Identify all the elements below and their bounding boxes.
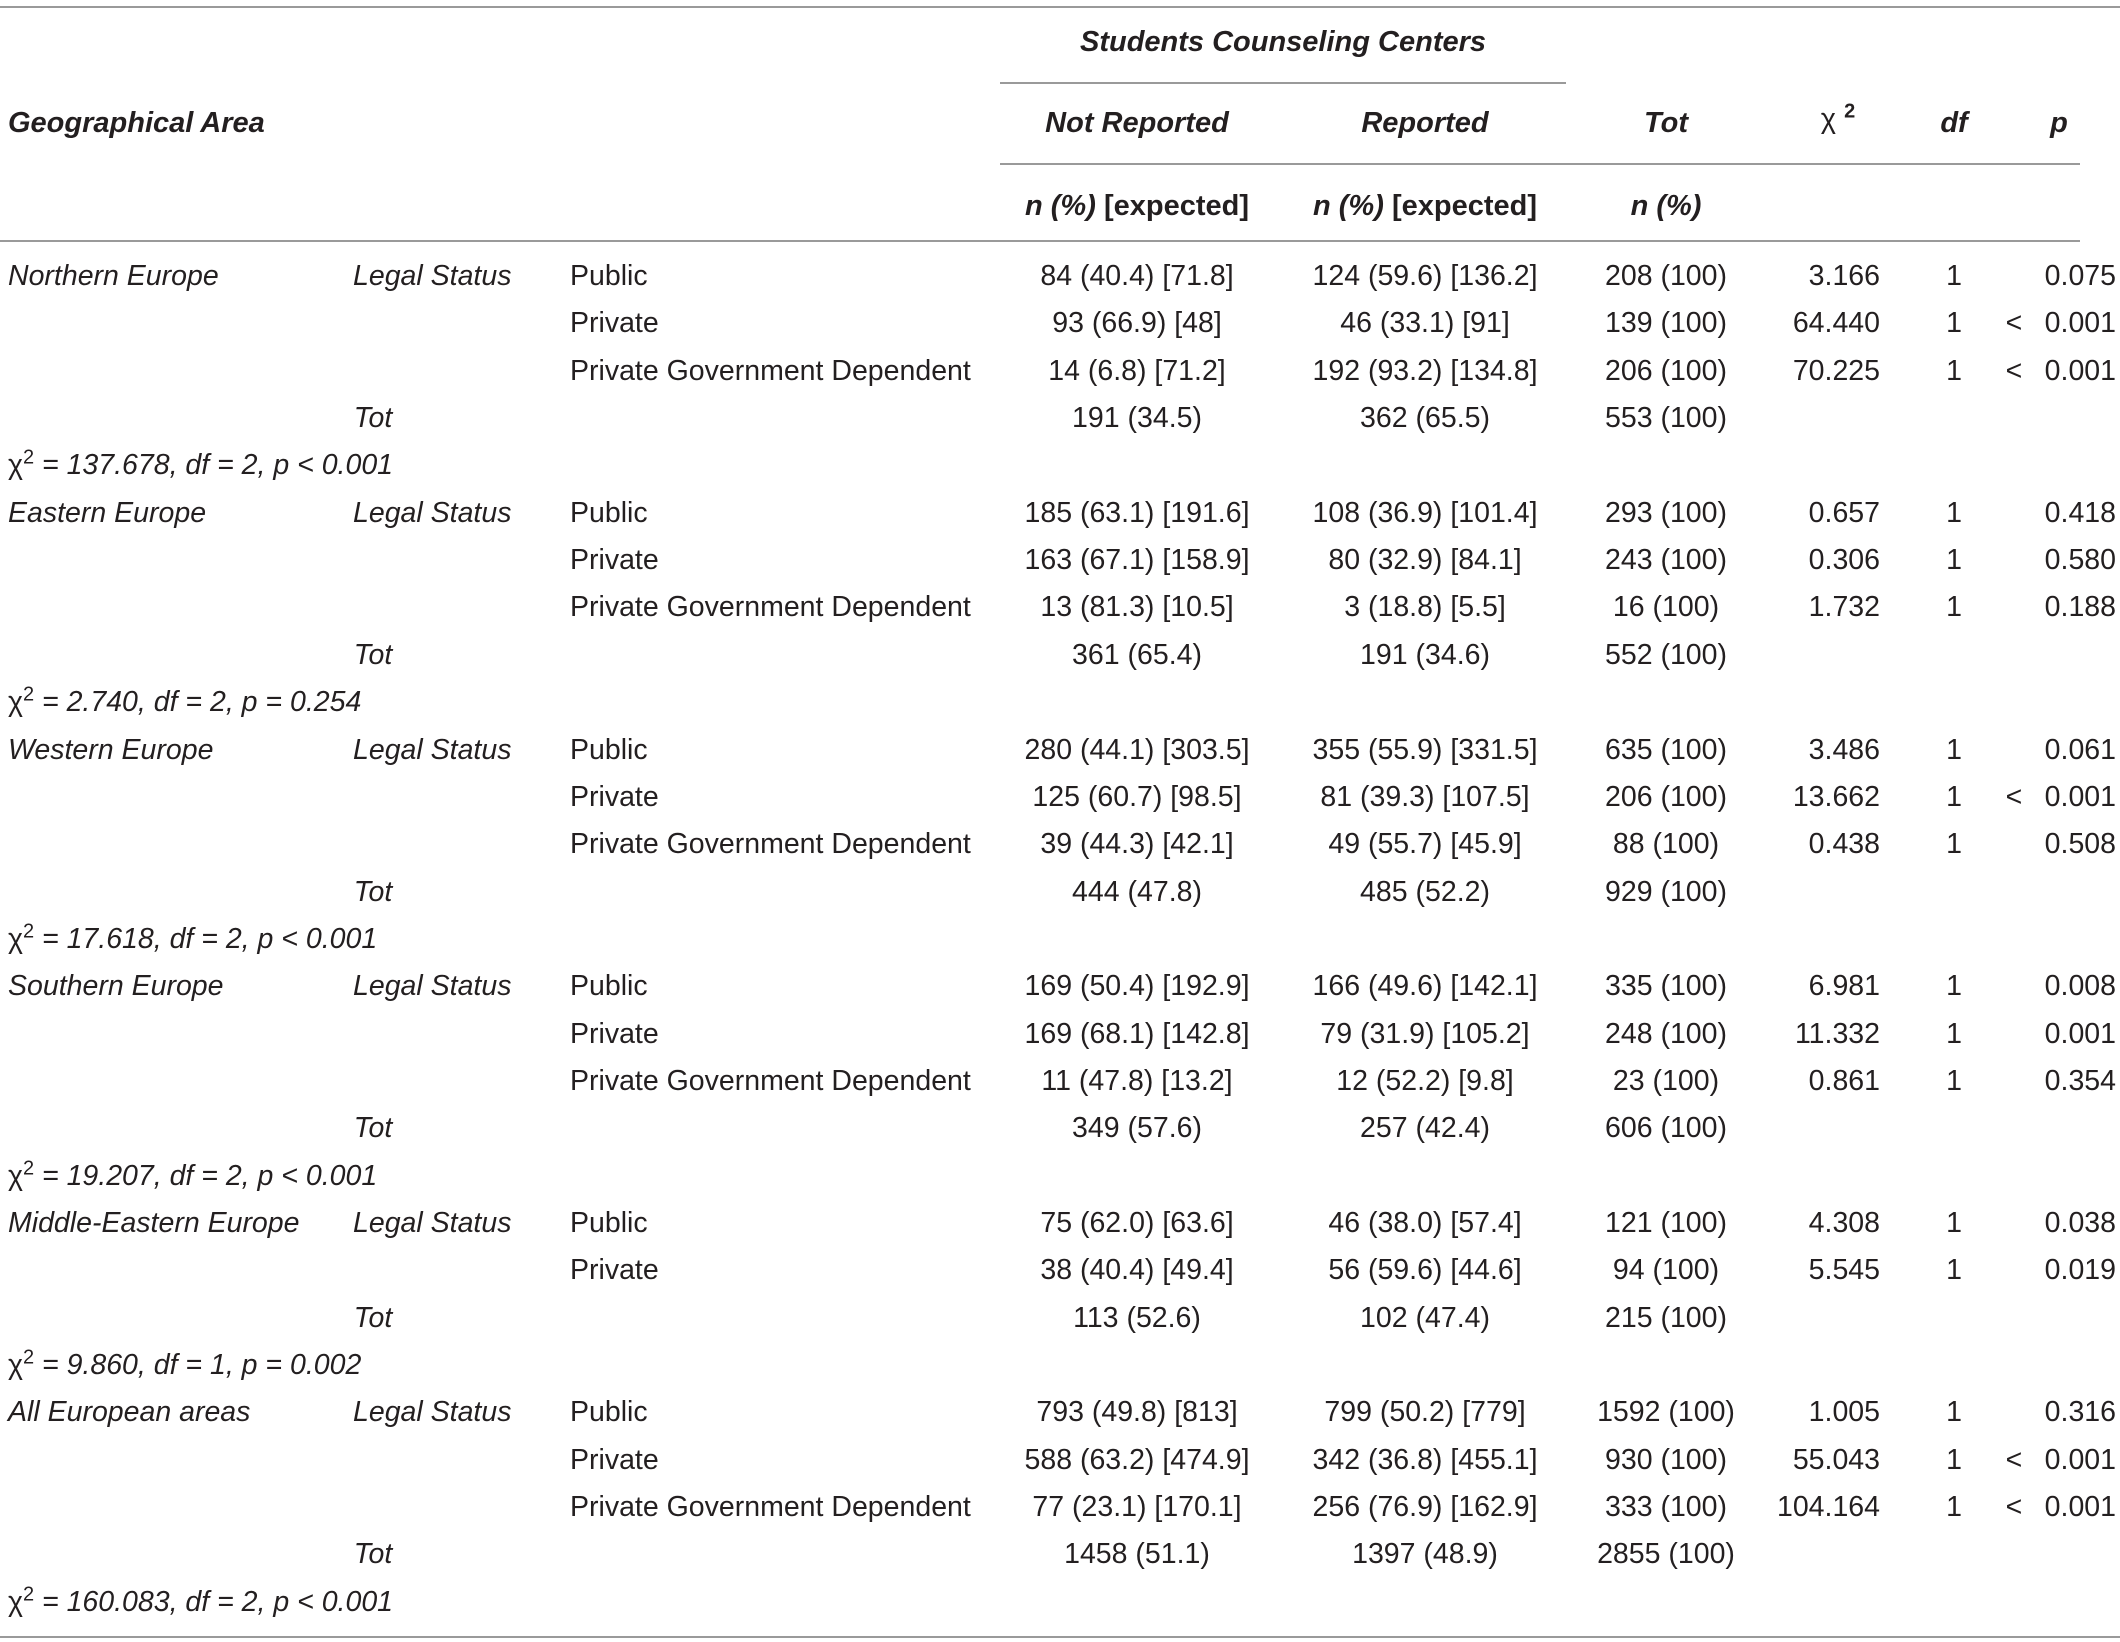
reported-cell: 192 (93.2) [134.8] — [1312, 354, 1538, 387]
tot-all-cell: 2855 (100) — [1597, 1538, 1735, 1571]
tot-cell: 121 (100) — [1604, 1207, 1728, 1239]
chi-cell: 55.043 — [1792, 1443, 1880, 1476]
status-cell: Private Government Dependent — [570, 1064, 971, 1097]
tot-cell: 635 (100) — [1604, 733, 1728, 766]
tot-reported-cell: 485 (52.2) — [1360, 875, 1490, 908]
reported-cell: 256 (76.9) [162.9] — [1312, 1491, 1538, 1524]
chi-cell: 64.440 — [1792, 307, 1880, 340]
tot-reported-cell: 257 (42.4) — [1360, 1112, 1490, 1145]
not-reported-cell: 38 (40.4) [49.4] — [1040, 1254, 1234, 1287]
legal-status-label: Legal Status — [353, 970, 512, 1003]
df-cell: 1 — [1946, 1207, 1962, 1239]
p-cell: 0.001 — [2044, 780, 2116, 813]
tot-cell: 248 (100) — [1604, 1017, 1728, 1050]
df-cell: 1 — [1946, 307, 1962, 340]
chi-cell: 5.545 — [1808, 1254, 1880, 1287]
chi-cell: 0.438 — [1808, 828, 1880, 861]
not-reported-cell: 169 (68.1) [142.8] — [1024, 1017, 1250, 1050]
tot-cell: 208 (100) — [1604, 260, 1728, 292]
df-cell: 1 — [1946, 1254, 1962, 1287]
chi-symbol: χ — [1820, 103, 1837, 135]
chi-cell: 4.308 — [1808, 1207, 1880, 1239]
status-cell: Private Government Dependent — [570, 354, 971, 387]
not-reported-cell: 14 (6.8) [71.2] — [1048, 354, 1226, 387]
summary-chi-symbol: χ — [8, 1159, 23, 1192]
tot-reported-cell: 362 (65.5) — [1360, 402, 1490, 435]
reported-cell: 79 (31.9) [105.2] — [1320, 1017, 1530, 1050]
header-bottom-rule — [0, 240, 2080, 242]
reported-cell: 166 (49.6) [142.1] — [1312, 970, 1538, 1003]
not-reported-cell: 163 (67.1) [158.9] — [1024, 544, 1250, 577]
legal-status-label: Legal Status — [353, 496, 512, 529]
chi-cell: 1.732 — [1808, 591, 1880, 624]
df-cell: 1 — [1946, 970, 1962, 1003]
status-cell: Private — [570, 780, 659, 813]
chi-cell: 6.981 — [1808, 970, 1880, 1003]
summary-chi-symbol: χ — [8, 922, 23, 955]
less-than-symbol: < — [2005, 1443, 2023, 1476]
tot-not-reported-cell: 113 (52.6) — [1073, 1301, 1201, 1334]
reported-cell: 56 (59.6) [44.6] — [1328, 1254, 1522, 1287]
chi-superscript: 2 — [1844, 100, 1856, 123]
tot-row-label: Tot — [353, 1301, 393, 1334]
tot-cell: 206 (100) — [1604, 354, 1728, 387]
tot-cell: 243 (100) — [1604, 544, 1728, 577]
p-cell: 0.001 — [2044, 1017, 2116, 1050]
p-cell: 0.075 — [2044, 260, 2116, 292]
p-cell: 0.354 — [2044, 1064, 2116, 1097]
status-cell: Public — [570, 260, 648, 292]
reported-cell: 3 (18.8) [5.5] — [1344, 591, 1506, 624]
tot-not-reported-cell: 191 (34.5) — [1072, 402, 1202, 435]
status-cell: Private Government Dependent — [570, 1491, 971, 1524]
group-title: Students Counseling Centers — [1079, 26, 1487, 58]
status-cell: Private — [570, 544, 659, 577]
legal-status-label: Legal Status — [353, 1396, 512, 1429]
summary-chi-superscript: 2 — [22, 446, 35, 469]
p-cell: 0.316 — [2044, 1396, 2116, 1429]
summary-chi-symbol: χ — [8, 449, 23, 482]
sub-not-reported — [1025, 190, 1249, 223]
not-reported-cell: 77 (23.1) [170.1] — [1032, 1491, 1242, 1524]
chi-cell: 3.166 — [1808, 260, 1880, 292]
df-cell: 1 — [1946, 1064, 1962, 1097]
tot-all-cell: 552 (100) — [1604, 638, 1728, 671]
df-cell: 1 — [1946, 1443, 1962, 1476]
tot-row-label: Tot — [353, 638, 393, 671]
sub-not-reported-expected: [expected] — [1095, 190, 1249, 222]
reported-cell: 12 (52.2) [9.8] — [1336, 1064, 1514, 1097]
tot-reported-cell: 191 (34.6) — [1360, 638, 1490, 671]
geo-area-header: Geographical Area — [8, 107, 265, 139]
legal-status-label: Legal Status — [353, 1207, 512, 1239]
chi-cell: 11.332 — [1794, 1017, 1880, 1050]
df-cell: 1 — [1946, 828, 1962, 861]
not-reported-cell: 588 (63.2) [474.9] — [1024, 1443, 1250, 1476]
status-cell: Public — [570, 733, 648, 766]
status-cell: Public — [570, 1207, 648, 1239]
reported-cell: 108 (36.9) [101.4] — [1312, 496, 1538, 529]
chi-cell: 104.164 — [1776, 1491, 1880, 1524]
summary-chi-symbol: χ — [8, 1349, 23, 1382]
chi-square-summary — [8, 683, 362, 719]
sub-reported-n: n (%) — [1313, 190, 1384, 222]
summary-stats: = 9.860, df = 1, p = 0.002 — [34, 1349, 362, 1382]
status-cell: Public — [570, 1396, 648, 1429]
chi-square-summary — [8, 446, 394, 482]
p-cell: 0.061 — [2044, 733, 2116, 766]
summary-chi-superscript: 2 — [22, 920, 35, 943]
tot-reported-cell: 102 (47.4) — [1360, 1301, 1490, 1334]
area-label: Middle-Eastern Europe — [8, 1207, 300, 1239]
summary-stats: = 17.618, df = 2, p < 0.001 — [34, 922, 378, 955]
summary-chi-superscript: 2 — [22, 1583, 35, 1606]
tot-cell: 333 (100) — [1604, 1491, 1728, 1524]
reported-cell: 81 (39.3) [107.5] — [1320, 780, 1530, 813]
status-cell: Private — [570, 1254, 659, 1287]
less-than-symbol: < — [2005, 354, 2023, 387]
reported-cell: 124 (59.6) [136.2] — [1312, 260, 1538, 292]
column-header-rule — [1000, 163, 2080, 165]
chi-cell: 13.662 — [1792, 780, 1880, 813]
summary-stats: = 160.083, df = 2, p < 0.001 — [34, 1585, 394, 1618]
legal-status-label: Legal Status — [353, 260, 512, 292]
tot-row-label: Tot — [353, 402, 393, 435]
p-cell: 0.019 — [2044, 1254, 2116, 1287]
area-label: Western Europe — [8, 733, 214, 766]
less-than-symbol: < — [2005, 307, 2023, 340]
area-label: Eastern Europe — [8, 496, 207, 529]
df-cell: 1 — [1946, 591, 1962, 624]
summary-chi-superscript: 2 — [22, 1157, 35, 1180]
reported-header: Reported — [1361, 107, 1489, 139]
reported-cell: 799 (50.2) [779] — [1324, 1396, 1526, 1429]
df-cell: 1 — [1946, 1491, 1962, 1524]
tot-cell: 139 (100) — [1604, 307, 1728, 340]
summary-chi-symbol: χ — [8, 686, 23, 719]
group-underline — [1000, 82, 1566, 84]
reported-cell: 355 (55.9) [331.5] — [1312, 733, 1538, 766]
chi-cell: 70.225 — [1792, 354, 1880, 387]
status-cell: Public — [570, 496, 648, 529]
chi-square-summary — [8, 1157, 378, 1192]
reported-cell: 342 (36.8) [455.1] — [1312, 1443, 1538, 1476]
df-cell: 1 — [1946, 544, 1962, 577]
sub-reported — [1313, 190, 1537, 223]
less-than-symbol: < — [2005, 1491, 2023, 1524]
p-cell: 0.008 — [2044, 970, 2116, 1003]
not-reported-cell: 185 (63.1) [191.6] — [1024, 496, 1250, 529]
df-cell: 1 — [1946, 1017, 1962, 1050]
tot-header: Tot — [1643, 107, 1689, 139]
tot-cell: 930 (100) — [1604, 1443, 1728, 1476]
status-cell: Private Government Dependent — [570, 828, 971, 861]
not-reported-cell: 169 (50.4) [192.9] — [1024, 970, 1250, 1003]
tot-row-label: Tot — [353, 1112, 393, 1145]
tot-cell: 88 (100) — [1612, 828, 1720, 861]
not-reported-cell: 75 (62.0) [63.6] — [1040, 1207, 1234, 1239]
p-cell: 0.001 — [2044, 1491, 2116, 1524]
tot-cell: 23 (100) — [1612, 1064, 1720, 1097]
chi-square-summary — [8, 1583, 394, 1618]
not-reported-cell: 793 (49.8) [813] — [1036, 1396, 1238, 1429]
sub-reported-expected: [expected] — [1383, 190, 1537, 222]
p-cell: 0.001 — [2044, 1443, 2116, 1476]
chi-cell: 0.657 — [1808, 496, 1880, 529]
p-cell: 0.001 — [2044, 307, 2116, 340]
p-cell: 0.508 — [2044, 828, 2116, 861]
status-cell: Private — [570, 1017, 659, 1050]
area-label: All European areas — [8, 1396, 251, 1429]
reported-cell: 80 (32.9) [84.1] — [1328, 544, 1522, 577]
legal-status-label: Legal Status — [353, 733, 512, 766]
p-cell: 0.001 — [2044, 354, 2116, 387]
area-label: Southern Europe — [8, 970, 224, 1003]
summary-chi-superscript: 2 — [22, 1346, 35, 1369]
p-cell: 0.418 — [2044, 496, 2116, 529]
tot-cell: 206 (100) — [1604, 780, 1728, 813]
tot-not-reported-cell: 361 (65.4) — [1072, 638, 1202, 671]
not-reported-cell: 13 (81.3) [10.5] — [1040, 591, 1234, 624]
tot-cell: 94 (100) — [1612, 1254, 1720, 1287]
tot-cell: 1592 (100) — [1597, 1396, 1735, 1429]
less-than-symbol: < — [2005, 780, 2023, 813]
tot-all-cell: 215 (100) — [1604, 1301, 1728, 1334]
reported-cell: 49 (55.7) [45.9] — [1328, 828, 1522, 861]
bottom-rule — [0, 1636, 2120, 1638]
tot-cell: 16 (100) — [1612, 591, 1720, 624]
df-cell: 1 — [1946, 733, 1962, 766]
tot-not-reported-cell: 444 (47.8) — [1072, 875, 1202, 908]
tot-not-reported-cell: 1458 (51.1) — [1064, 1538, 1210, 1571]
tot-not-reported-cell: 349 (57.6) — [1072, 1112, 1202, 1145]
tot-all-cell: 553 (100) — [1604, 402, 1728, 435]
df-cell: 1 — [1946, 496, 1962, 529]
summary-stats: = 137.678, df = 2, p < 0.001 — [34, 449, 394, 482]
chi-header — [1820, 100, 1856, 136]
tot-cell: 335 (100) — [1604, 970, 1728, 1003]
tot-all-cell: 929 (100) — [1604, 875, 1728, 908]
tot-row-label: Tot — [353, 1538, 393, 1571]
tot-all-cell: 606 (100) — [1604, 1112, 1728, 1145]
area-label: Northern Europe — [8, 260, 219, 292]
not-reported-cell: 93 (66.9) [48] — [1052, 307, 1222, 340]
reported-cell: 46 (33.1) [91] — [1340, 307, 1510, 340]
reported-cell: 46 (38.0) [57.4] — [1328, 1207, 1522, 1239]
not-reported-cell: 280 (44.1) [303.5] — [1024, 733, 1250, 766]
status-cell: Private Government Dependent — [570, 591, 971, 624]
not-reported-cell: 125 (60.7) [98.5] — [1032, 780, 1242, 813]
tot-row-label: Tot — [353, 875, 393, 908]
summary-chi-superscript: 2 — [22, 683, 35, 706]
chi-cell: 1.005 — [1808, 1396, 1880, 1429]
chi-square-summary — [8, 920, 378, 955]
p-cell: 0.188 — [2044, 591, 2116, 624]
chi-cell: 0.306 — [1808, 544, 1880, 577]
chi-cell: 0.861 — [1808, 1064, 1880, 1097]
df-cell: 1 — [1946, 260, 1962, 292]
p-cell: 0.038 — [2044, 1207, 2116, 1239]
df-cell: 1 — [1946, 1396, 1962, 1429]
df-cell: 1 — [1946, 780, 1962, 813]
sub-tot: n (%) — [1630, 190, 1702, 222]
p-cell: 0.580 — [2044, 544, 2116, 577]
tot-reported-cell: 1397 (48.9) — [1352, 1538, 1498, 1571]
status-cell: Private — [570, 307, 659, 340]
summary-stats: = 19.207, df = 2, p < 0.001 — [34, 1159, 378, 1192]
chi-cell: 3.486 — [1808, 733, 1880, 766]
p-header: p — [2050, 107, 2068, 139]
sub-not-reported-n: n (%) — [1025, 190, 1096, 222]
status-cell: Private — [570, 1443, 659, 1476]
not-reported-cell: 84 (40.4) [71.8] — [1040, 260, 1234, 292]
tot-cell: 293 (100) — [1604, 496, 1728, 529]
status-cell: Public — [570, 970, 648, 1003]
df-cell: 1 — [1946, 354, 1962, 387]
top-rule — [0, 6, 2120, 8]
summary-chi-symbol: χ — [8, 1585, 23, 1618]
not-reported-cell: 39 (44.3) [42.1] — [1040, 828, 1234, 861]
df-header: df — [1940, 107, 1968, 139]
not-reported-header: Not Reported — [1045, 107, 1229, 139]
chi-square-summary — [8, 1346, 362, 1382]
not-reported-cell: 11 (47.8) [13.2] — [1041, 1064, 1233, 1097]
summary-stats: = 2.740, df = 2, p = 0.254 — [34, 686, 362, 719]
